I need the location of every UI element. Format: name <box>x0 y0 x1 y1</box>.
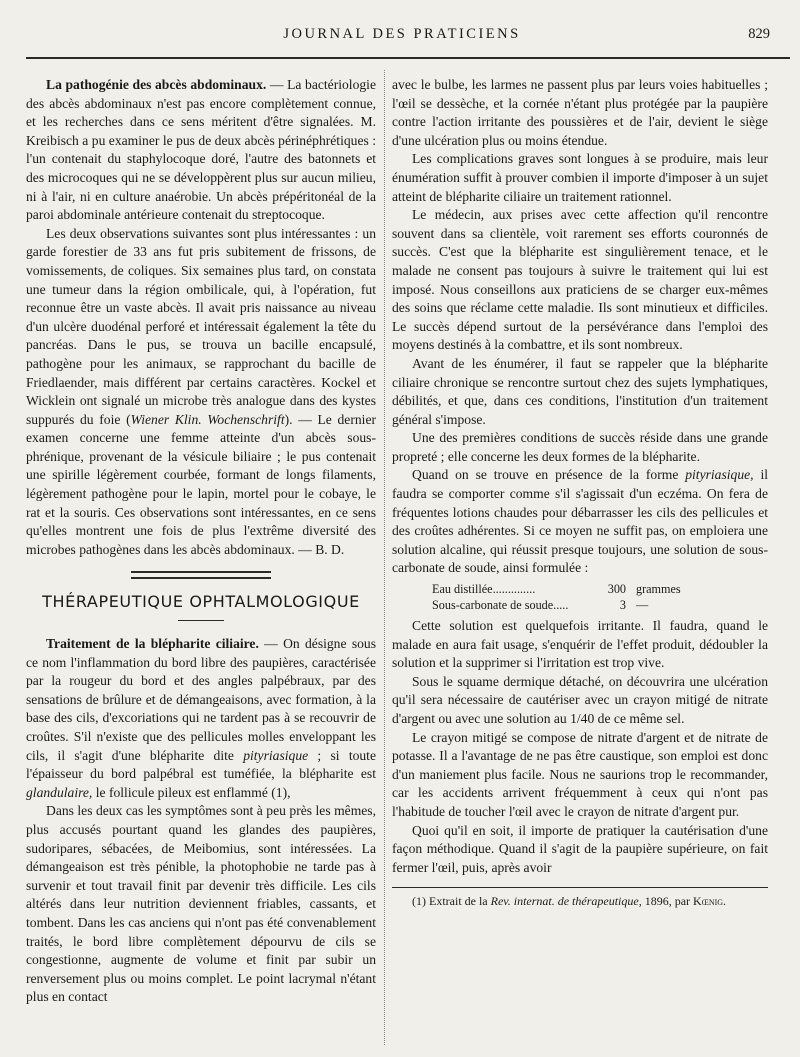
running-title: JOURNAL DES PRATICIENS <box>283 26 521 42</box>
paragraph-symptomes <box>26 802 376 1007</box>
formula-quantity: 3 <box>619 598 626 613</box>
formula-unit: grammes <box>636 582 681 597</box>
paragraph-blepharite <box>26 635 376 802</box>
paragraph-crayon-mitige <box>392 729 768 822</box>
paragraph-observations <box>26 225 376 560</box>
paragraph-ulceration <box>392 673 768 729</box>
formula-ingredient: Sous-carbonate de soude..... <box>432 598 569 613</box>
section-separator <box>131 571 271 579</box>
paragraph-irritation <box>392 617 768 673</box>
emphasis: glandulaire, <box>26 784 93 800</box>
paragraph-text: Les complications graves sont longues à se produire, mais leur énumération suffit à prouver combien il importe d'imposer à un sujet atteint de blépharite ciliaire un traitement rationnel. <box>392 151 768 204</box>
left-column <box>26 76 376 1007</box>
paragraph-text: ; si toute l'épaisseur du bord palpébral est tuméfiée, la blépharite est <box>26 747 376 782</box>
signature: B. D. <box>315 541 345 557</box>
paragraph-text: Le médecin, aux prises avec cette affection qu'il rencontre souvent dans sa clientèle, voit rarement ses efforts couronnés de succès. C'est que la blépharite est singulièrement tenace, et le malade ne consent pas toujours à suivre le traitement qui lui est imposé. Nous conseillons aux praticiens de se charger eux-mêmes des soins que réclame cette maladie. Ils sont minutieux et difficiles. Le succès dépend surtout de la persévérance dans l'emploi des moyens destinés à la combattre, et ils sont nombreux. <box>392 207 768 353</box>
header-rule <box>26 57 790 59</box>
paragraph-text: Cette solution est quelquefois irritante. Il faudra, quand le malade en aura fait usage, s'enquérir de l'effet produit, dédoubler la solution et la supprimer si l'irritation est trop vive. <box>392 618 768 671</box>
paragraph-text: il faudra se comporter comme s'il s'agissait d'un eczéma. On fera de fréquentes lotions chaudes pour débarrasser les cils des pellicules et des croûtes adhérentes. Si ce moyen ne suffit pas, on emploiera une solution alcaline, qui réussit presque toujours, une solution de sous-carbonate de soude, ainsi formulée : <box>392 467 769 576</box>
formula-ingredient: Eau distillée.............. <box>432 582 536 597</box>
paragraph-text: ). — Le dernier examen concerne une femme atteinte d'un abcès sous-phrénique, provenant de la vésicule biliaire ; le pus contenait une spirille légèrement courbée, formant de longs filaments, légèrement pathogène pour le lapin, mortel pour le cobaye, le rat et la souris. Ces observations sont intéressantes, en ce sens qu'elles montrent une fois de plus l'extrême diversité des microbes pathogènes dans les abcès abdominaux. — <box>26 411 377 557</box>
footnote-text: (1) Extrait de la <box>412 894 491 909</box>
page-number: 829 <box>748 26 770 42</box>
paragraph-text: — On désigne sous ce nom l'inflammation du bord libre des paupières, caractérisée par la rougeur du bord et des angles palpébraux, par des sensations de brûlure et de démangeaisons, avec formation, à la base des cils, d'excoriations qui ne tardent pas à se recouvrir de croûtes. S'il n'existe que des pellicules molles enveloppant les cils, il s'agit d'une blépharite dite <box>26 636 376 763</box>
footnote-text: 1896, par <box>641 894 694 909</box>
paragraph-cauterisation <box>392 822 768 878</box>
footnote-author: Kœnig. <box>693 894 727 909</box>
run-in-heading: Traitement de la blépharite ciliaire. <box>46 636 259 652</box>
paragraph-text: Sous le squame dermique détaché, on découvrira une ulcération qu'il sera nécessaire de cautériser avec un crayon mitigé de nitrate d'argent ou avec une solution au 1/40 de ce même sel. <box>392 673 768 726</box>
paragraph-text: Quand on se trouve en présence de la forme <box>412 467 686 483</box>
paragraph-continuation <box>392 76 768 150</box>
emphasis: pityriasique, <box>685 467 754 483</box>
footnote-citation: Rev. internat. de thérapeutique, <box>490 894 642 909</box>
formula-row <box>432 581 768 597</box>
section-title-rule <box>178 620 224 621</box>
paragraph-text: Les deux observations suivantes sont plus intéressantes : un garde forestier de 33 ans fut pris subitement de frissons, de vomissements, de coliques. Six semaines plus tard, on constata une tumeur dans la région ombilicale, qui, à l'opération, fut reconnue être un vaste abcès. Il avait pris naissance au niveau d'un ulcère duodénal perforé et intéressait également la tête du pancréas. Dans le pus, se trouva un bacille encapsulé, pathogène pour les animaux, se rapprochant du bacille de Friedlaender, mais différent par certains caractères. Kockel et Wicklein ont signalé un microbe très analogue dans des kystes suppurés du foie ( <box>26 225 376 427</box>
paragraph-text: Une des premières conditions de succès réside dans une grande propreté ; elle concerne les deux formes de la blépharite. <box>392 430 768 464</box>
section-title: THÉRAPEUTIQUE OPHTALMOLOGIQUE <box>42 592 360 612</box>
paragraph-text: avec le bulbe, les larmes ne passent plus par leurs voies habituelles ; l'œil se dessèche, et la cornée n'étant plus protégée par la paupière contre l'action irritante des poussières et de l'air, devient le siège d'une ulcération plus ou moins étendue. <box>392 77 768 148</box>
paragraph-text: Quoi qu'il en soit, il importe de pratiquer la cautérisation d'une façon méthodique. Quand il s'agit de la paupière supérieure, on fait fermer l'œil, puis, après avoir <box>392 822 768 875</box>
formula <box>432 581 768 613</box>
paragraph-complications <box>392 150 768 206</box>
paragraph-text: le follicule pileux est enflammé (1), <box>92 784 291 800</box>
page-header <box>26 26 778 48</box>
right-column <box>392 76 768 909</box>
paragraph-text: Dans les deux cas les symptômes sont à peu près les mêmes, plus accusés pourtant quand les glandes des paupières, sudoripares, sébacées, de Meibomius, sont intéressées. La démangeaison est très pénible, la photophobie ne tarde pas à survenir et tout travail finit par devenir très difficile. Les cils altérés dans leur nutrition deviennent friables, cassants, et tombent. Dans les cas anciens qui n'ont pas été convenablement traités, le bord libre complètement dépourvu de cils se congestionne, augmente de volume et finit par subir un renversement plus ou moins complet. Le point lacrymal n'étant plus en contact <box>26 803 376 1005</box>
formula-unit: — <box>636 598 649 613</box>
footnote <box>392 894 768 909</box>
paragraph-medecin <box>392 206 768 355</box>
column-divider <box>384 70 385 1045</box>
paragraph-text: Avant de les énumérer, il faut se rappeler que la blépharite ciliaire chronique se rencontre surtout chez des sujets lymphatiques, débilités, et que, dans ces conditions, l'institution d'un traitement général s'impose. <box>392 355 768 427</box>
run-in-heading: La pathogénie des abcès abdominaux. <box>46 77 267 92</box>
paragraph-traitement-general <box>392 355 768 429</box>
paragraph-proprete <box>392 429 768 466</box>
citation: Wiener Klin. Wochenschrift <box>130 411 285 427</box>
paragraph-forme-pityriasique <box>392 466 768 578</box>
paragraph-text: Le crayon mitigé se compose de nitrate d'argent et de nitrate de potasse. Il a l'avantage de ne pas être caustique, son emploi est donc d'un maniement plus facile. Nous ne saurions trop le recommander, car les accidents arrivent fréquemment à ceux qui n'ont pas l'habitude de toucher l'œil avec le crayon de nitrate d'argent pur. <box>392 729 768 819</box>
formula-row <box>432 597 768 613</box>
paragraph-text: — La bactériologie des abcès abdominaux n'est pas encore complètement connue, et les recherches dans ce sens méritent d'être signalées. M. Kreibisch a pu examiner le pus de deux abcès périnéphrétiques : l'un contenait du staphylocoque doré, l'autre des batonnets et des microcoques qui ne se développèrent plus sur aucun milieu, ni à l'air, ni en culture anaérobie. Un abcès prépéritonéal de la paroi abdominale antérieure contenait du streptocoque. <box>26 77 376 223</box>
formula-quantity: 300 <box>607 582 626 597</box>
footnote-rule <box>392 887 768 888</box>
emphasis: pityriasique <box>243 747 309 763</box>
paragraph-abces-abdominaux <box>26 76 376 225</box>
